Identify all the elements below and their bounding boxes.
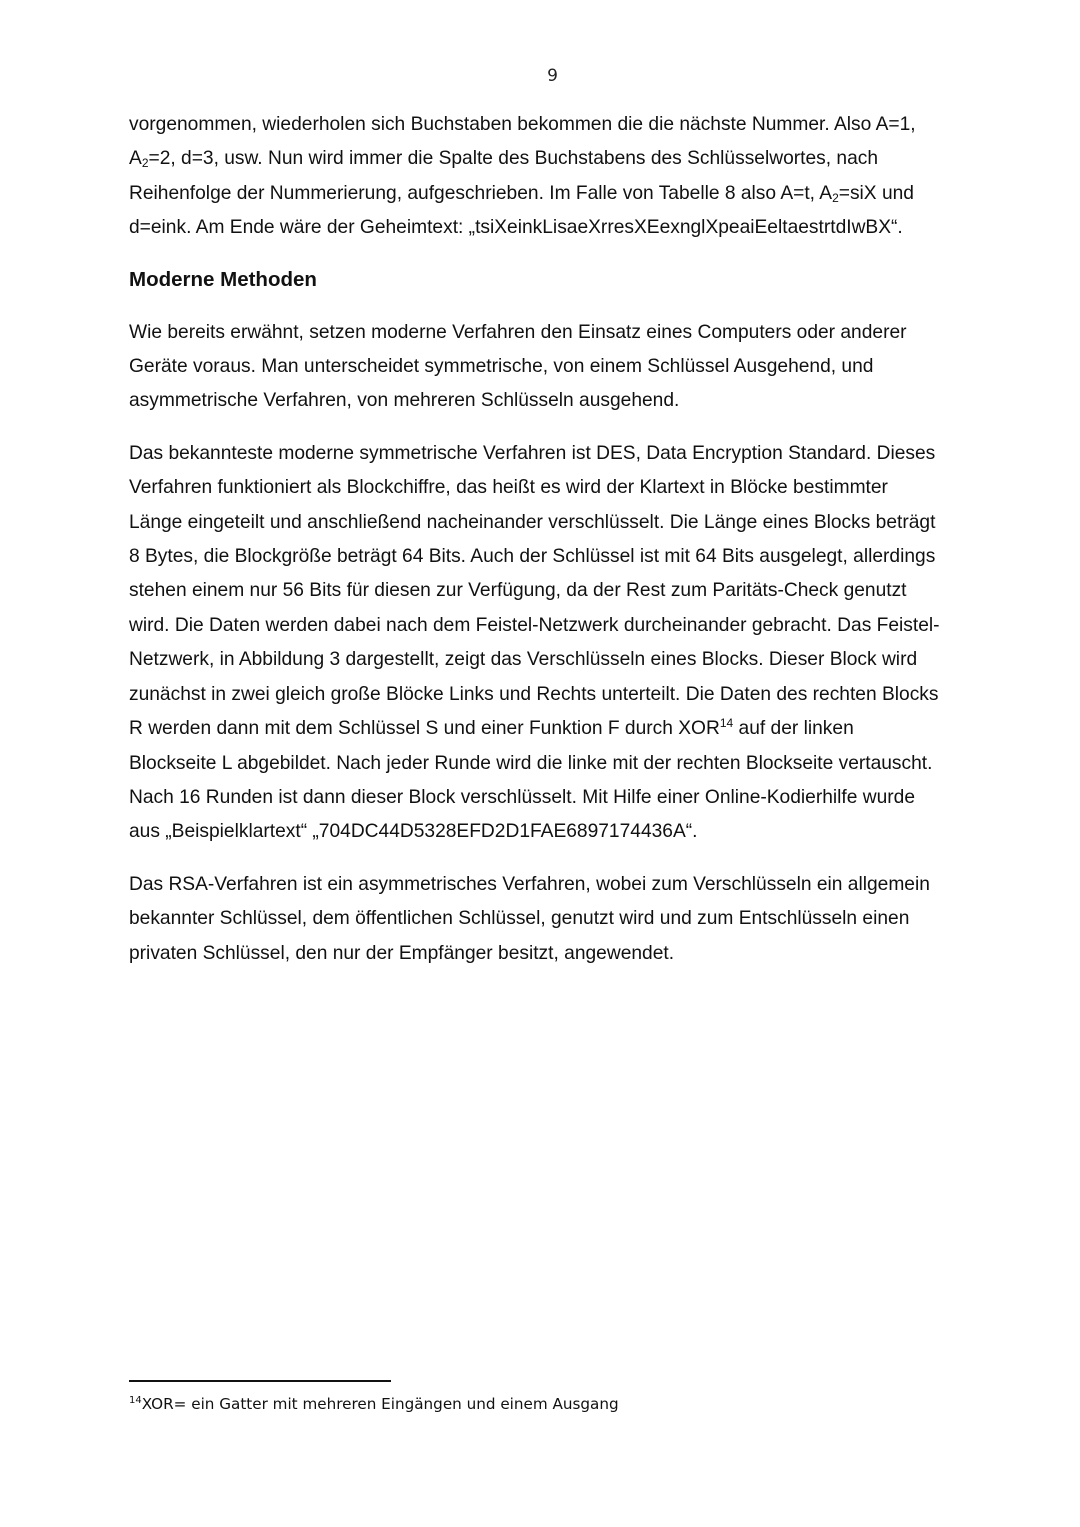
subscript: 2 [141,156,149,171]
paragraph-des [129,437,984,850]
text-line: aus „Beispielklartext“ „704DC44D5328EFD2D1FAE6897174436A“. [129,821,698,843]
paragraph-modern-intro [129,316,984,419]
text-run: auf der linken [733,718,854,740]
footnote-divider [129,1380,391,1382]
section-heading: Moderne Methoden [129,267,317,291]
text-line: Das bekannteste moderne symmetrische Verfahren ist DES, Data Encryption Standard. Dieses [129,442,936,464]
text-run: Reihenfolge der Nummerierung, aufgeschrieben. Im Falle von Tabelle 8 also A=t, A [129,182,833,204]
text-line: Geräte voraus. Man unterscheidet symmetrische, von einem Schlüssel Ausgehend, und [129,356,874,378]
text-line: zunächst in zwei gleich große Blöcke Links und Rechts unterteilt. Die Daten des rechten Blocks [129,683,939,705]
text-line: d=eink. Am Ende wäre der Geheimtext: „tsiXeinkLisaeXrresXEexnglXpeaiEeltaestrtdIwBX“. [129,217,903,239]
text-line [129,142,984,176]
text-line: Blockseite L abgebildet. Nach jeder Runde wird die linke mit der rechten Blockseite vertauscht. [129,752,933,774]
text-line: wird. Die Daten werden dabei nach dem Feistel-Netzwerk durcheinander gebracht. Das Feistel- [129,614,940,636]
paragraph-transposition-end [129,108,984,246]
page-number: 9 [547,66,558,86]
footnote [129,1392,619,1416]
text-line: bekannter Schlüssel, dem öffentlichen Schlüssel, genutzt wird und zum Entschlüsseln einen [129,908,910,930]
subscript: 2 [832,190,839,205]
text-line: asymmetrische Verfahren, von mehreren Schlüsseln ausgehend. [129,390,680,412]
footnote-text: XOR= ein Gatter mit mehreren Eingängen und einem Ausgang [141,1395,619,1413]
text-line [129,177,984,211]
text-line: vorgenommen, wiederholen sich Buchstaben bekommen die die nächste Nummer. Also A=1, [129,114,916,135]
text-run: =siX und [838,182,914,204]
text-line: Verfahren funktioniert als Blockchiffre, das heißt es wird der Klartext in Blöcke bestimmter [129,477,888,499]
text-line: stehen einem nur 56 Bits für diesen zur Verfügung, da der Rest zum Paritäts-Check genutzt [129,580,907,602]
text-run: A [129,148,142,170]
text-run: R werden dann mit dem Schlüssel S und einer Funktion F durch XOR [129,718,720,740]
text-line: Wie bereits erwähnt, setzen moderne Verfahren den Einsatz eines Computers oder anderer [129,321,907,343]
text-line: Das RSA-Verfahren ist ein asymmetrisches Verfahren, wobei zum Verschlüsseln ein allgemein [129,873,930,895]
page-body [129,108,984,989]
text-line [129,712,984,746]
text-line: Länge eingeteilt und anschließend nacheinander verschlüsselt. Die Länge eines Blocks beträgt [129,511,936,533]
footnote-reference: 14 [719,716,734,731]
text-run: =2, d=3, usw. Nun wird immer die Spalte des Buchstabens des Schlüsselwortes, nach [148,148,879,170]
text-line: 8 Bytes, die Blockgröße beträgt 64 Bits. Auch der Schlüssel ist mit 64 Bits ausgelegt, allerdings [129,546,936,568]
paragraph-rsa [129,868,984,971]
text-line: Nach 16 Runden ist dann dieser Block verschlüsselt. Mit Hilfe einer Online-Kodierhilfe wurde [129,786,916,808]
text-line: Netzwerk, in Abbildung 3 dargestellt, zeigt das Verschlüsseln eines Blocks. Dieser Block wird [129,649,918,671]
text-line: privaten Schlüssel, den nur der Empfänger besitzt, angewendet. [129,942,675,964]
footnote-number: 14 [129,1395,142,1406]
